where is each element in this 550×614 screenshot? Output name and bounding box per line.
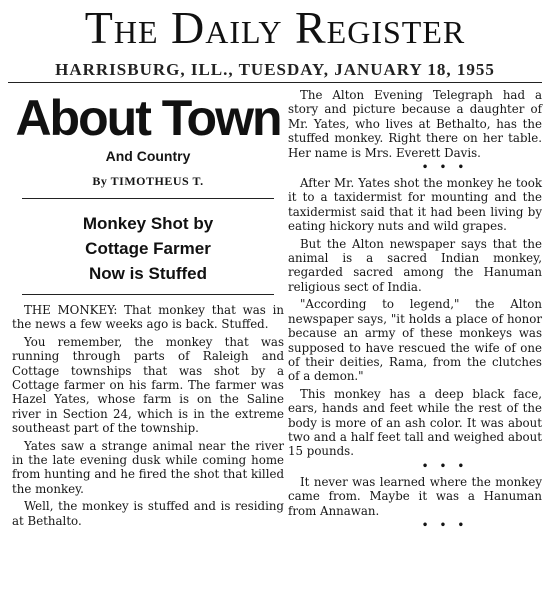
- section-separator: • • •: [421, 162, 469, 174]
- paragraph: The Alton Evening Telegraph had a story and picture because a daughter of Mr. Yates, who lives at Bethalto, has the stuffed monkey. Right there on her table. Her name is Mrs. Everett Davis.: [288, 88, 542, 160]
- dateline: HARRISBURG, ILL., TUESDAY, JANUARY 18, 1955: [55, 60, 495, 79]
- masthead-title: The Daily Register: [84, 2, 466, 53]
- headline-line-2: Cottage Farmer: [85, 239, 211, 258]
- article-body-right: [288, 88, 542, 531]
- column-subtitle: And Country: [105, 148, 191, 164]
- byline: By TIMOTHEUS T.: [92, 174, 204, 188]
- paragraph: Yates saw a strange animal near the river in the late evening dusk while coming home from hunting and he fired the shot that killed the monkey.: [12, 438, 284, 496]
- paragraph: THE MONKEY: That monkey that was in the news a few weeks ago is back. Stuffed.: [12, 303, 284, 332]
- masthead-rule: [8, 82, 542, 83]
- headline-line-1: Monkey Shot by: [82, 214, 214, 233]
- article-body-left: [12, 303, 284, 528]
- paragraph: You remember, the monkey that was running through parts of Raleigh and Cottage townships that was shot by a Cottage farmer on his farm. The farmer was Hazel Yates, whose farm is on the Saline river in Section 24, which is in the extreme southeast part of the township.: [12, 334, 284, 436]
- paragraph: But the Alton newspaper says that the animal is a sacred Indian monkey, regarded sacred among the Hanuman religious sect of India.: [288, 236, 542, 294]
- column-title: About Town: [15, 90, 281, 146]
- section-separator: • • •: [421, 460, 469, 472]
- headline-line-3: Now is Stuffed: [88, 264, 208, 283]
- paragraph: "According to legend," the Alton newspaper says, "it holds a place of honor because an army of these monkeys was supposed to have rescued the wife of one of their deities, Rama, from the clutches of a demon.": [288, 297, 542, 384]
- paragraph: Well, the monkey is stuffed and is residing at Bethalto.: [12, 499, 284, 528]
- paragraph: It never was learned where the monkey came from. Maybe it was a Hanuman from Annawan.: [288, 474, 542, 518]
- right-column: [288, 86, 542, 534]
- article-headline: [22, 198, 274, 295]
- paragraph: This monkey has a deep black face, ears, hands and feet while the rest of the body is more of an ash color. It was about two and a half feet tall and weighed about 15 pounds.: [288, 386, 542, 459]
- paragraph: After Mr. Yates shot the monkey he took it to a taxidermist for mounting and the taxidermist said that it had been living by eating hickory nuts and wild grapes.: [288, 176, 542, 234]
- left-column: [12, 86, 284, 531]
- section-separator: • • •: [421, 519, 469, 531]
